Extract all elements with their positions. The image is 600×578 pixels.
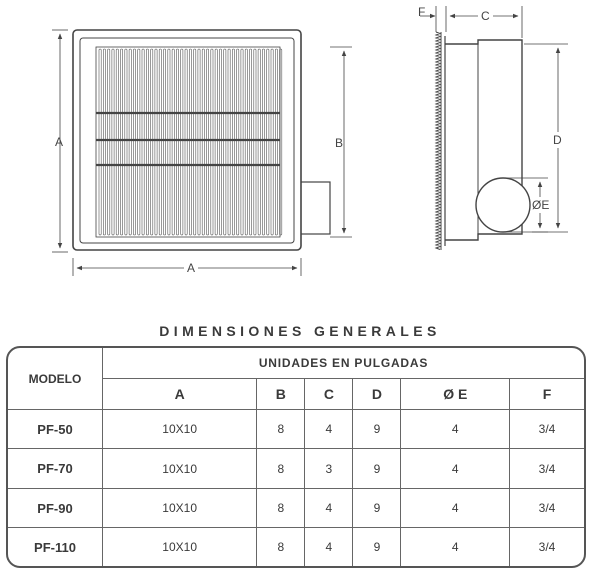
- label-b: B: [335, 136, 344, 150]
- cell-c: 4: [305, 488, 353, 527]
- cell-d: 9: [353, 528, 401, 566]
- label-d: D: [553, 133, 562, 147]
- units-header: UNIDADES EN PULGADAS: [103, 348, 585, 379]
- cell-d: 9: [353, 449, 401, 488]
- cell-e: 4: [401, 449, 510, 488]
- table-row: [8, 449, 584, 488]
- cell-b: 8: [257, 410, 305, 449]
- cell-f: 3/4: [510, 488, 584, 527]
- cell-c: 4: [305, 528, 353, 566]
- column-header-b: B: [257, 379, 305, 410]
- cell-d: 9: [353, 410, 401, 449]
- cell-a: 10X10: [103, 410, 257, 449]
- model-column-header: MODELO: [8, 348, 103, 410]
- cell-b: 8: [257, 488, 305, 527]
- dimensions-table: [6, 346, 586, 568]
- front-view-grille: [73, 30, 330, 250]
- table-header-row: [8, 348, 584, 379]
- cell-f: 3/4: [510, 528, 584, 566]
- cell-a: 10X10: [103, 449, 257, 488]
- model-cell: PF-70: [8, 449, 103, 488]
- column-header-c: C: [305, 379, 353, 410]
- label-e: ØE: [532, 198, 550, 212]
- cell-f: 3/4: [510, 410, 584, 449]
- cell-d: 9: [353, 488, 401, 527]
- model-cell: PF-50: [8, 410, 103, 449]
- table-title: DIMENSIONES GENERALES: [159, 323, 441, 339]
- table-row: [8, 528, 584, 566]
- cell-a: 10X10: [103, 488, 257, 527]
- column-header-a: A: [103, 379, 257, 410]
- model-cell: PF-110: [8, 528, 103, 566]
- cell-b: 8: [257, 528, 305, 566]
- cell-f: 3/4: [510, 449, 584, 488]
- cell-e: 4: [401, 528, 510, 566]
- column-header-f: F: [510, 379, 584, 410]
- model-cell: PF-90: [8, 488, 103, 527]
- table-row: [8, 410, 584, 449]
- label-a-horizontal: A: [184, 261, 198, 275]
- cell-e: 4: [401, 410, 510, 449]
- cell-b: 8: [257, 449, 305, 488]
- side-view: [436, 32, 530, 250]
- label-f: F: [418, 5, 426, 19]
- label-c: C: [478, 9, 493, 23]
- cell-c: 3: [305, 449, 353, 488]
- table-row: [8, 488, 584, 527]
- cell-a: 10X10: [103, 528, 257, 566]
- column-header-e: Ø E: [401, 379, 510, 410]
- column-header-d: D: [353, 379, 401, 410]
- cell-c: 4: [305, 410, 353, 449]
- label-a-vertical: A: [55, 135, 64, 149]
- cell-e: 4: [401, 488, 510, 527]
